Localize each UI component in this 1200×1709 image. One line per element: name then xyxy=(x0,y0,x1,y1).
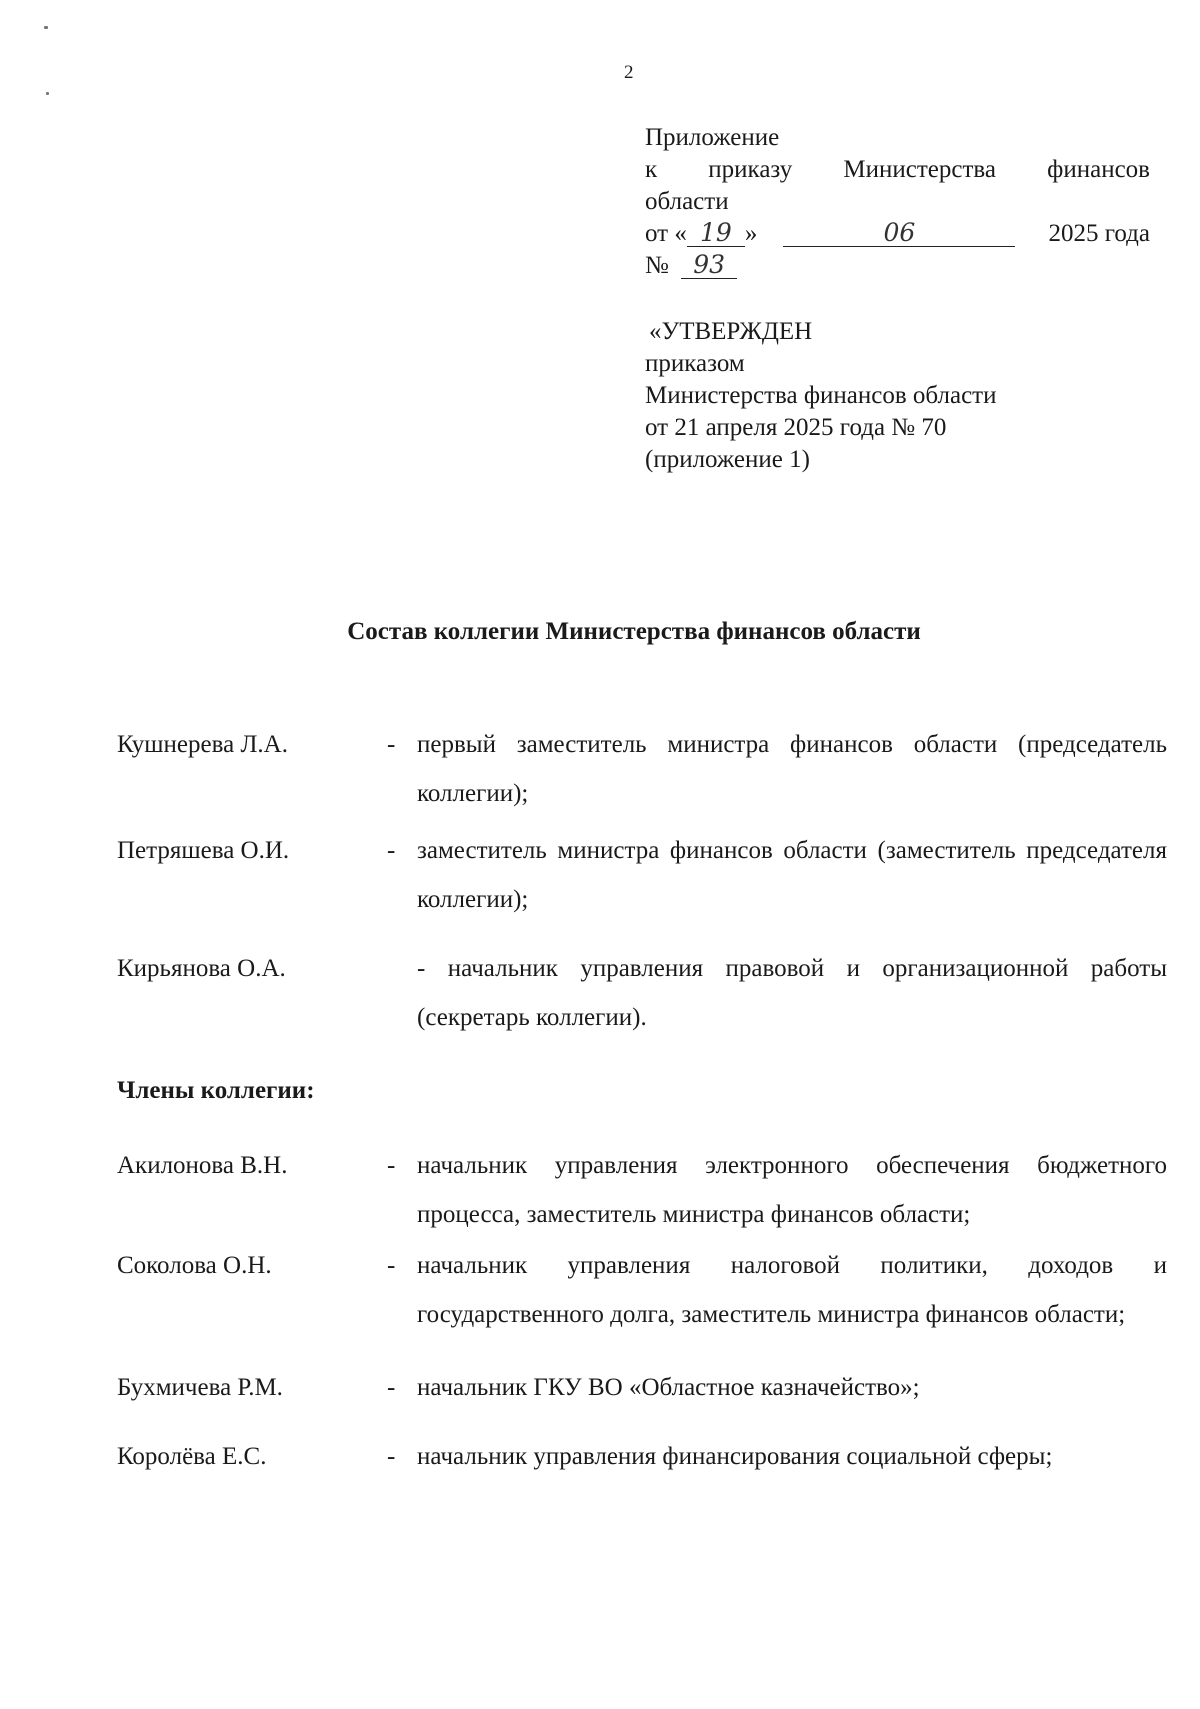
member-description: - начальник управления правовой и организационной работы (секретарь коллегии). xyxy=(417,955,1167,1031)
member-description: первый заместитель министра финансов области (председатель коллегии); xyxy=(417,731,1167,807)
appendix-block xyxy=(645,122,1150,282)
member-row xyxy=(117,1432,1167,1481)
member-description: начальник управления налоговой политики, доходов и государственного долга, заместитель министра финансов области; xyxy=(417,1252,1167,1328)
member-row xyxy=(117,1241,1167,1339)
appendix-line-1: Приложение xyxy=(645,124,780,151)
appendix-word: Министерства xyxy=(843,156,996,183)
members-list xyxy=(117,720,1167,1481)
member-row xyxy=(117,1363,1167,1412)
approved-line-4: от 21 апреля 2025 года № 70 xyxy=(645,414,947,441)
handwritten-month: 06 xyxy=(783,220,1015,247)
approved-line-3: Министерства финансов области xyxy=(645,382,997,409)
member-description: заместитель министра финансов области (заместитель председателя коллегии); xyxy=(417,837,1167,913)
appendix-word: к xyxy=(645,156,658,183)
member-name: Петряшева О.И. xyxy=(117,837,290,864)
member-dash: - xyxy=(387,1252,396,1279)
member-description: начальник управления финансирования социальной сферы; xyxy=(417,1443,1053,1470)
member-name: Королёва Е.С. xyxy=(117,1443,267,1470)
handwritten-day: 19 xyxy=(687,220,745,247)
appendix-word: приказу xyxy=(708,156,793,183)
member-dash: - xyxy=(387,1374,396,1401)
appendix-number-line xyxy=(645,250,1150,282)
member-row xyxy=(117,1141,1167,1239)
appendix-word: финансов xyxy=(1047,156,1150,183)
date-prefix: от « xyxy=(645,220,687,247)
member-name: Акилонова В.Н. xyxy=(117,1152,288,1179)
number-prefix: № xyxy=(645,252,669,279)
member-dash: - xyxy=(387,731,396,758)
approved-block xyxy=(645,316,1105,476)
page-number: 2 xyxy=(624,62,634,83)
date-quote-close: » xyxy=(744,220,758,247)
handwritten-number: 93 xyxy=(681,252,737,279)
member-row xyxy=(117,720,1167,818)
member-dash: - xyxy=(387,1443,396,1470)
appendix-line-2 xyxy=(645,154,1150,186)
member-description: начальник ГКУ ВО «Областное казначейство»; xyxy=(417,1374,920,1401)
member-description: начальник управления электронного обеспечения бюджетного процесса, заместитель министра финансов области; xyxy=(417,1152,1167,1228)
date-year: 2025 года xyxy=(1048,220,1150,247)
appendix-date-line xyxy=(645,218,1150,250)
member-name: Кирьянова О.А. xyxy=(117,955,286,982)
approved-line-2: приказом xyxy=(645,350,745,377)
members-heading: Члены коллегии: xyxy=(117,1077,315,1104)
scan-artifact xyxy=(44,26,48,29)
scan-artifact xyxy=(46,92,49,95)
member-row xyxy=(117,944,1167,1042)
member-dash: - xyxy=(387,1152,396,1179)
member-name: Соколова О.Н. xyxy=(117,1252,272,1279)
appendix-line-3: области xyxy=(645,188,729,215)
member-name: Бухмичева Р.М. xyxy=(117,1374,283,1401)
member-name: Кушнерева Л.А. xyxy=(117,731,288,758)
member-dash: - xyxy=(387,837,396,864)
approved-line-1: «УТВЕРЖДЕН xyxy=(649,318,813,345)
member-row xyxy=(117,826,1167,924)
document-title: Состав коллегии Министерства финансов области xyxy=(347,618,921,645)
approved-line-5: (приложение 1) xyxy=(645,446,810,473)
member-dash xyxy=(387,944,417,1042)
